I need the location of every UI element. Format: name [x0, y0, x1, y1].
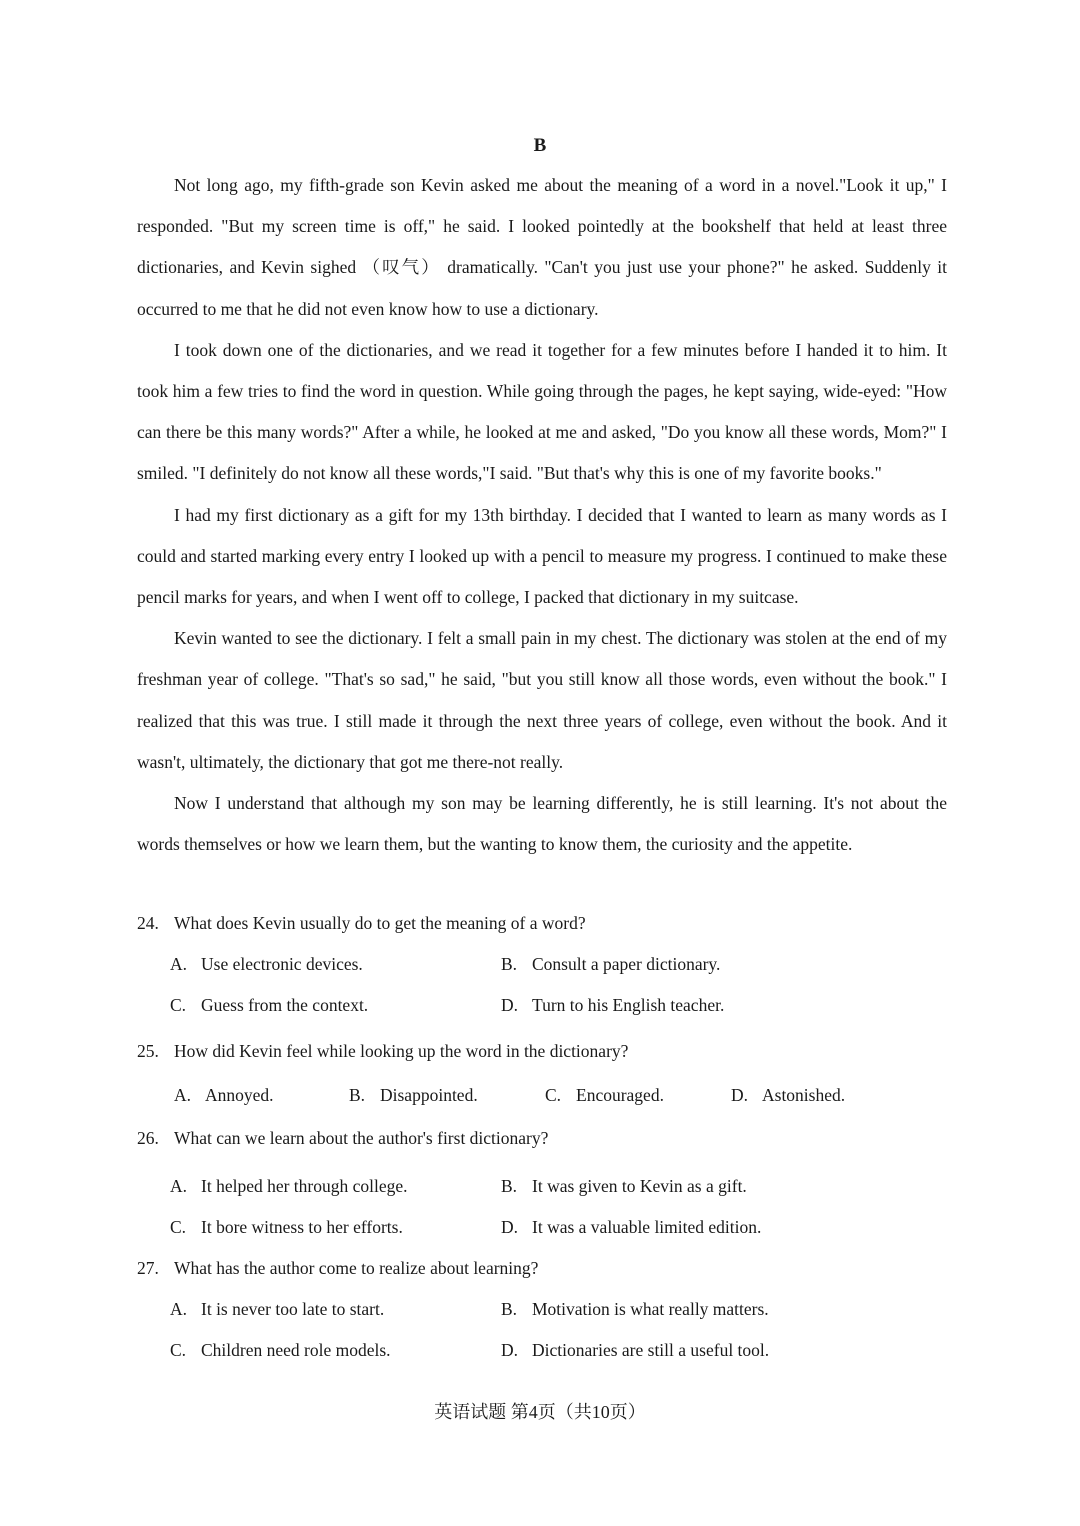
- option-27-a[interactable]: [170, 1297, 384, 1321]
- option-letter: B.: [349, 1085, 366, 1105]
- option-letter: D.: [501, 995, 519, 1015]
- option-letter: D.: [501, 1217, 519, 1237]
- option-letter: B.: [501, 1176, 518, 1196]
- option-25-b[interactable]: [349, 1083, 478, 1107]
- option-text: It was given to Kevin as a gift.: [532, 1176, 747, 1196]
- option-26-a[interactable]: [170, 1174, 408, 1198]
- option-text: Guess from the context.: [201, 995, 369, 1015]
- option-24-c[interactable]: [170, 993, 368, 1017]
- option-25-c[interactable]: [545, 1083, 664, 1107]
- option-27-d[interactable]: [501, 1338, 769, 1362]
- option-text: It bore witness to her efforts.: [201, 1217, 403, 1237]
- option-27-c[interactable]: [170, 1338, 391, 1362]
- option-text: Children need role models.: [201, 1340, 391, 1360]
- option-letter: A.: [170, 954, 188, 974]
- question-text: What can we learn about the author's first dictionary?: [174, 1128, 549, 1148]
- option-24-d[interactable]: [501, 993, 724, 1017]
- option-letter: C.: [170, 1340, 187, 1360]
- option-letter: A.: [170, 1299, 188, 1319]
- option-text: Annoyed.: [205, 1085, 274, 1105]
- page-footer: 英语试题 第4页（共10页）: [434, 1402, 646, 1422]
- question-25: [137, 1039, 947, 1063]
- option-letter: C.: [545, 1085, 562, 1105]
- passage-paragraph: Now I understand that although my son may be learning differently, he is still learning. It's not about the words themselves or how we learn them, but the wanting to know them, the curiosity and the appetite.: [137, 793, 947, 855]
- option-text: Turn to his English teacher.: [532, 995, 725, 1015]
- option-24-a[interactable]: [170, 952, 363, 976]
- option-letter: C.: [170, 995, 187, 1015]
- option-text: Astonished.: [762, 1085, 846, 1105]
- option-26-b[interactable]: [501, 1174, 747, 1198]
- option-25-a[interactable]: [174, 1083, 274, 1107]
- question-26: [137, 1126, 947, 1150]
- option-letter: C.: [170, 1217, 187, 1237]
- option-27-b[interactable]: [501, 1297, 769, 1321]
- passage-paragraph: Kevin wanted to see the dictionary. I felt a small pain in my chest. The dictionary was stolen at the end of my freshman year of college. "That's so sad," he said, "but you still know all those words, even without the book." I realized that this was true. I still made it through the next three years of college, even without the book. And it wasn't, ultimately, the dictionary that got me there-not really.: [137, 628, 947, 772]
- question-number: 27.: [137, 1258, 159, 1278]
- option-26-c[interactable]: [170, 1215, 403, 1239]
- option-letter: D.: [731, 1085, 749, 1105]
- option-24-b[interactable]: [501, 952, 720, 976]
- option-letter: B.: [501, 954, 518, 974]
- section-title: B: [533, 135, 547, 156]
- option-text: Dictionaries are still a useful tool.: [532, 1340, 770, 1360]
- option-text: Disappointed.: [380, 1085, 478, 1105]
- question-27: [137, 1256, 947, 1280]
- option-text: It helped her through college.: [201, 1176, 408, 1196]
- option-25-d[interactable]: [731, 1083, 845, 1107]
- question-text: What does Kevin usually do to get the meaning of a word?: [174, 913, 586, 933]
- option-text: Encouraged.: [576, 1085, 664, 1105]
- question-number: 25.: [137, 1041, 159, 1061]
- option-letter: A.: [174, 1085, 192, 1105]
- option-letter: B.: [501, 1299, 518, 1319]
- passage-paragraph: I took down one of the dictionaries, and we read it together for a few minutes before I handed it to him. It took him a few tries to find the word in question. While going through the pages, he kept saying, wide-eyed: "How can there be this many words?" After a while, he looked at me and asked, "Do you know all these words, Mom?" I smiled. "I definitely do not know all these words,"I said. "But that's why this is one of my favorite books.": [137, 339, 947, 484]
- question-24: [137, 911, 947, 935]
- option-text: Consult a paper dictionary.: [532, 954, 721, 974]
- question-number: 26.: [137, 1128, 159, 1148]
- option-26-d[interactable]: [501, 1215, 761, 1239]
- option-letter: D.: [501, 1340, 519, 1360]
- option-text: It is never too late to start.: [201, 1299, 385, 1319]
- passage-paragraph: Not long ago, my fifth-grade son Kevin asked me about the meaning of a word in a novel."Look it up," I responded. "But my screen time is off," he said. I looked pointedly at the bookshelf that held at least three dictionaries, and Kevin sighed （叹气） dramatically. "Can't you just use your phone?" he asked. Suddenly it occurred to me that he did not even know how to use a dictionary.: [137, 175, 947, 319]
- option-text: Use electronic devices.: [201, 954, 363, 974]
- question-text: What has the author come to realize about learning?: [174, 1258, 539, 1278]
- question-text: How did Kevin feel while looking up the word in the dictionary?: [174, 1041, 629, 1061]
- passage-paragraph: I had my first dictionary as a gift for my 13th birthday. I decided that I wanted to learn as many words as I could and started marking every entry I looked up with a pencil to measure my progress. I continued to make these pencil marks for years, and when I went off to college, I packed that dictionary in my suitcase.: [137, 504, 947, 608]
- option-text: Motivation is what really matters.: [532, 1299, 769, 1319]
- reading-passage: [137, 165, 947, 865]
- question-number: 24.: [137, 913, 159, 933]
- option-text: It was a valuable limited edition.: [532, 1217, 762, 1237]
- option-letter: A.: [170, 1176, 188, 1196]
